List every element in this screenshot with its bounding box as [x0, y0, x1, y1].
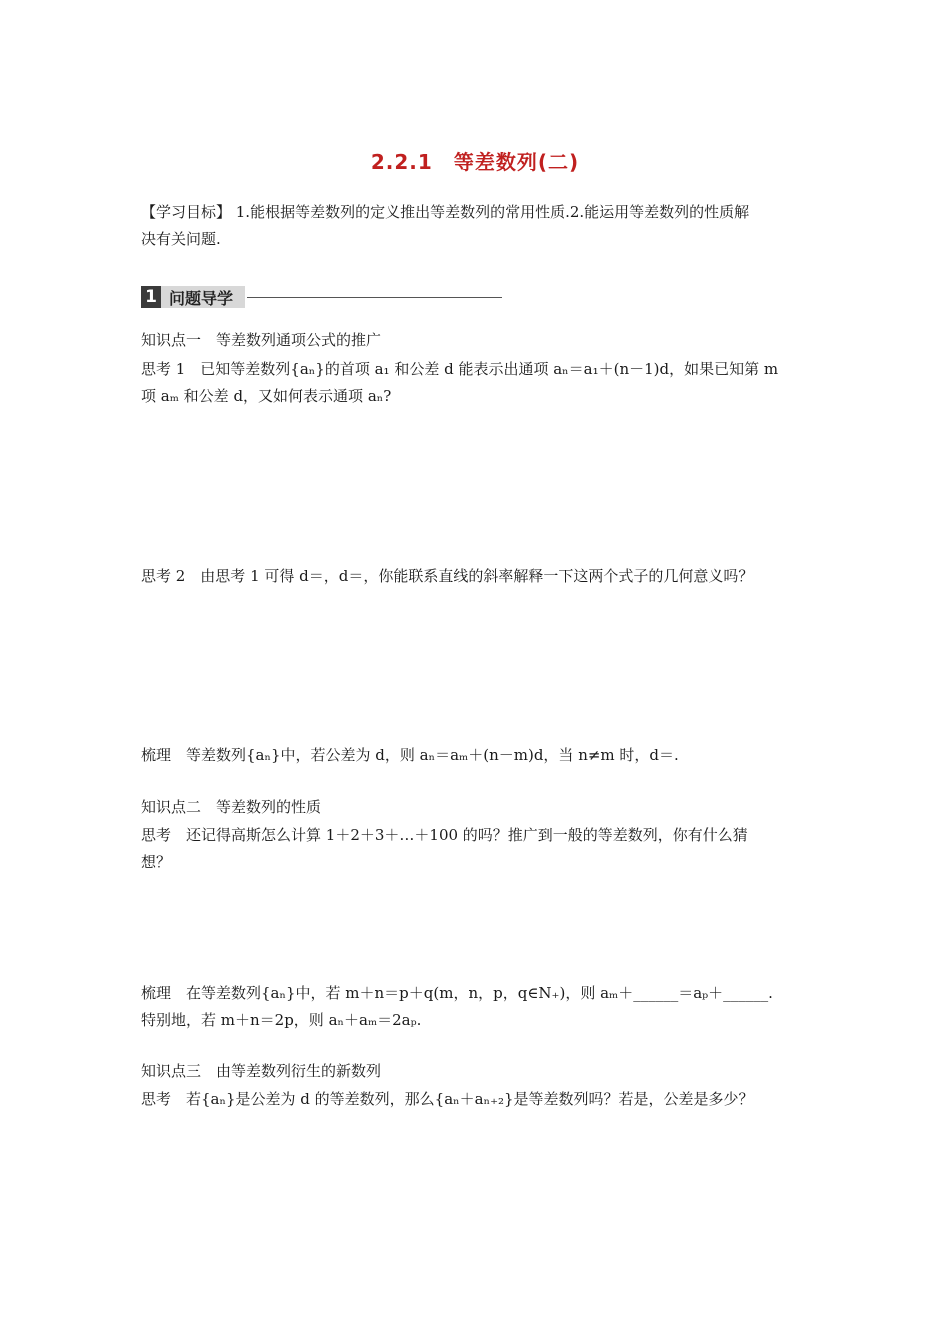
think-kp2-line-2: 想？: [141, 853, 172, 871]
think-kp2-line-1: 思考 还记得高斯怎么计算 1＋2＋3＋…＋100 的吗？推广到一般的等差数列，你有什么猜: [141, 826, 748, 844]
knowledge-point-3-heading: 知识点三 由等差数列衍生的新数列: [141, 1062, 382, 1080]
knowledge-point-1-heading: 知识点一 等差数列通项公式的推广: [141, 331, 382, 349]
summary-2-line-2: 特别地，若 m＋n＝2p，则 aₙ＋aₘ＝2aₚ.: [141, 1011, 422, 1029]
section-divider: [247, 297, 502, 298]
section-banner: [141, 286, 502, 308]
think-1-line-2: 项 aₘ 和公差 d，又如何表示通项 aₙ?: [141, 387, 392, 405]
section-label: 问题导学: [161, 286, 245, 308]
summary-2-line-1: 梳理 在等差数列{aₙ}中，若 m＋n＝p＋q(m，n，p，q∈N₊)，则 aₘ＋______＝aₚ＋______.: [141, 984, 773, 1002]
learning-objectives-line-2: 决有关问题.: [141, 230, 221, 248]
page-title: 2.2.1 等差数列(二): [370, 150, 580, 174]
think-2: 思考 2 由思考 1 可得 d＝，d＝，你能联系直线的斜率解释一下这两个式子的几何意义吗？: [141, 567, 754, 585]
think-kp3: 思考 若{aₙ}是公差为 d 的等差数列，那么{aₙ＋aₙ₊₂}是等差数列吗？若是，公差是多少？: [141, 1090, 754, 1108]
summary-1: 梳理 等差数列{aₙ}中，若公差为 d，则 aₙ＝aₘ＋(n－m)d，当 n≠m 时，d＝.: [141, 746, 679, 764]
think-1-line-1: 思考 1 已知等差数列{aₙ}的首项 a₁ 和公差 d 能表示出通项 aₙ＝a₁＋(n－1)d，如果已知第 m: [141, 360, 779, 378]
knowledge-point-2-heading: 知识点二 等差数列的性质: [141, 798, 322, 816]
learning-objectives-line-1: 【学习目标】 1.能根据等差数列的定义推出等差数列的常用性质.2.能运用等差数列的性质解: [141, 203, 750, 221]
section-number: 1: [141, 286, 161, 308]
